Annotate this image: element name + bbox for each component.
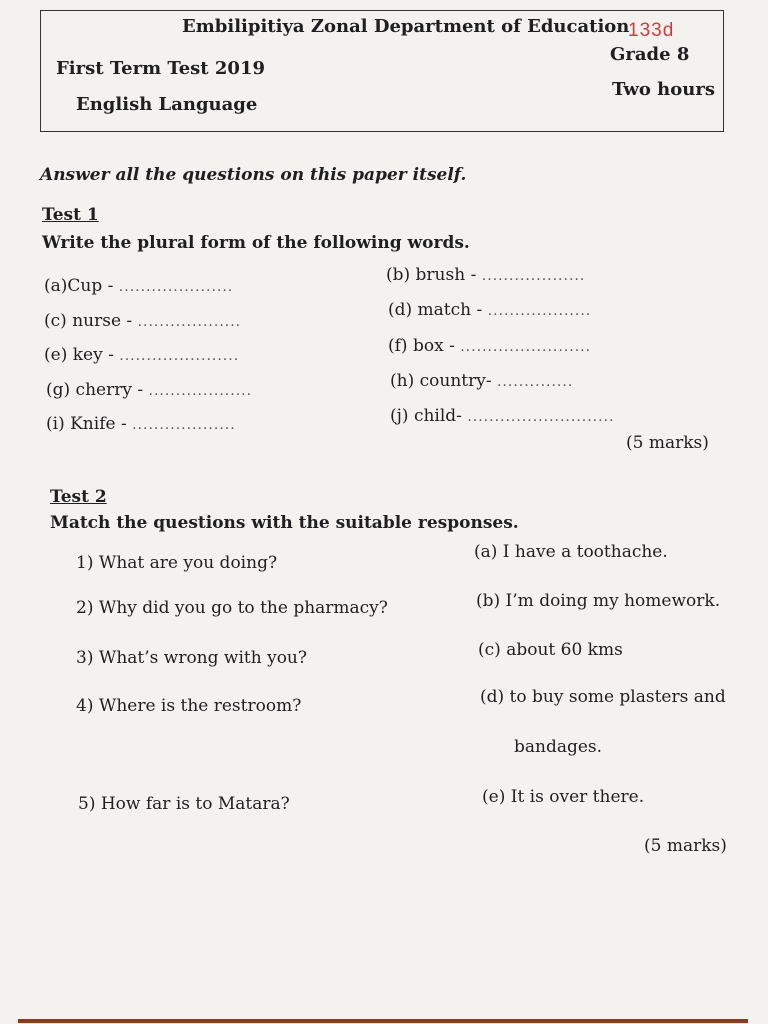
grade-label: Grade 8 (610, 44, 690, 65)
response-b: (b) I’m doing my homework. (476, 591, 721, 611)
plural-item-e: (e) key - ...................... (44, 345, 240, 365)
plural-item-g: (g) cherry - ................... (46, 380, 253, 400)
question-5: 5) How far is to Matara? (78, 794, 290, 814)
test1-task: Write the plural form of the following words. (42, 233, 470, 253)
response-d-continued: bandages. (514, 737, 603, 757)
paper-code: 133d (628, 20, 675, 41)
test1-marks: (5 marks) (626, 433, 709, 453)
question-3: 3) What’s wrong with you? (76, 648, 307, 668)
department-title: Embilipitiya Zonal Department of Education (182, 16, 630, 37)
response-e: (e) It is over there. (482, 787, 645, 807)
subject-label: English Language (76, 94, 258, 115)
plural-item-a: (a)Cup - ..................... (44, 276, 234, 296)
instruction-text: Answer all the questions on this paper itself. (40, 165, 467, 185)
test2-title: Test 2 (50, 487, 107, 507)
test1-title: Test 1 (42, 205, 99, 225)
plural-item-h: (h) country- .............. (390, 371, 574, 391)
test-name: First Term Test 2019 (56, 58, 265, 79)
plural-item-f: (f) box - ........................ (388, 336, 592, 356)
plural-item-d: (d) match - ................... (388, 300, 592, 320)
test2-marks: (5 marks) (644, 836, 727, 856)
plural-item-c: (c) nurse - ................... (44, 311, 242, 331)
question-4: 4) Where is the restroom? (76, 696, 302, 716)
plural-item-b: (b) brush - ................... (386, 265, 586, 285)
plural-item-j: (j) child- ........................... (390, 406, 615, 426)
response-d: (d) to buy some plasters and (480, 687, 726, 707)
question-1: 1) What are you doing? (76, 553, 278, 573)
duration-label: Two hours (612, 79, 715, 100)
plural-item-i: (i) Knife - ................... (46, 414, 236, 434)
test2-task: Match the questions with the suitable responses. (50, 513, 519, 533)
page-edge (18, 1019, 748, 1023)
question-2: 2) Why did you go to the pharmacy? (76, 598, 388, 618)
response-c: (c) about 60 kms (478, 640, 623, 660)
response-a: (a) I have a toothache. (474, 542, 668, 562)
